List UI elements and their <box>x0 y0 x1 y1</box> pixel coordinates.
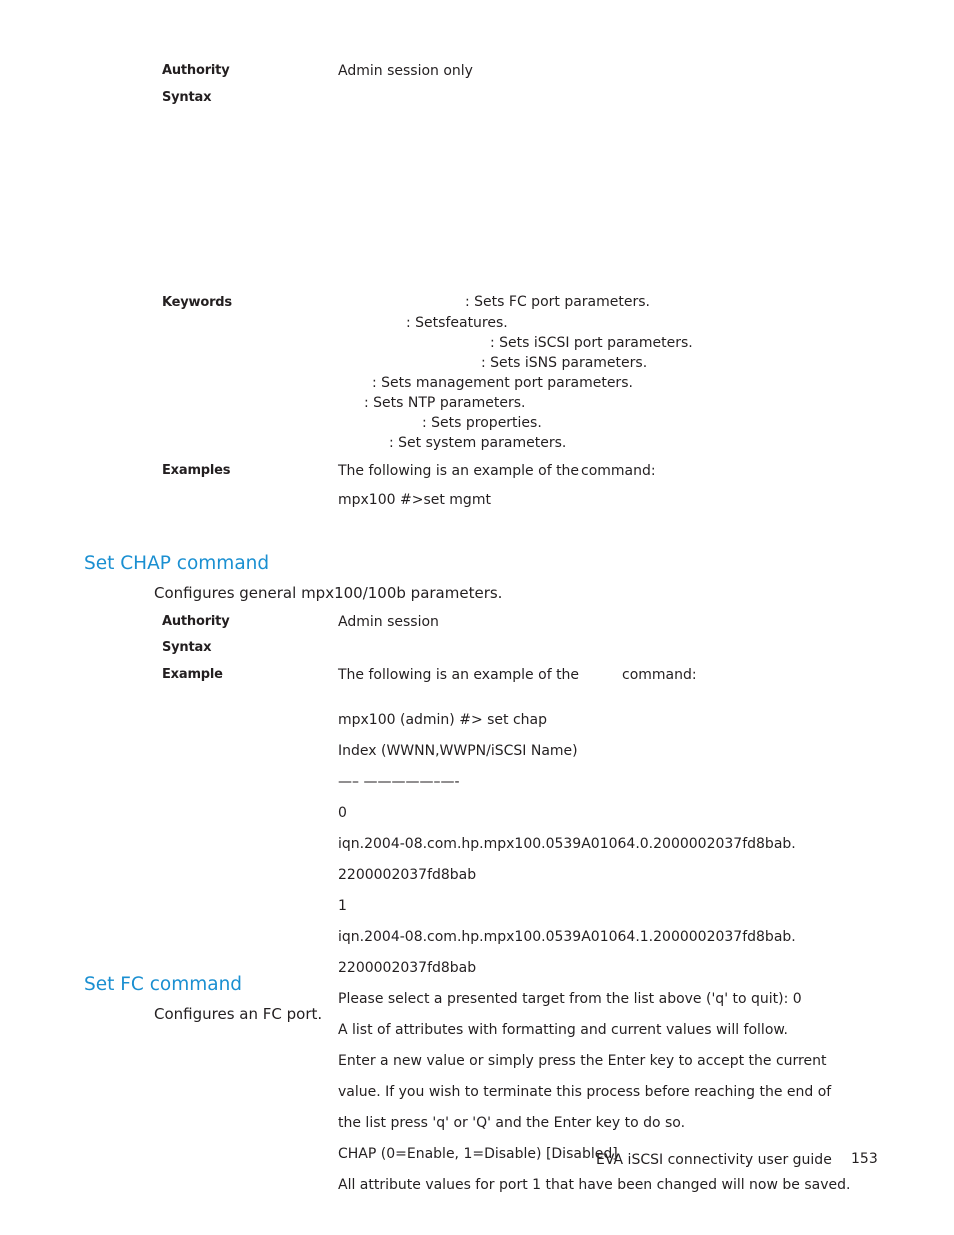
examples-text-b: command: <box>581 463 656 479</box>
chap-code-block <box>338 697 850 1209</box>
syntax-label: Syntax <box>162 90 212 105</box>
code-line: CHAP (0=Enable, 1=Disable) [Disabled] <box>338 1145 618 1162</box>
keyword-features: : Setsfeatures. <box>406 315 508 331</box>
code-line: —– —————–—- <box>338 773 460 790</box>
chap-authority-value: Admin session <box>338 614 439 630</box>
page-number: 153 <box>851 1151 878 1167</box>
code-line: the list press 'q' or 'Q' and the Enter key to do so. <box>338 1114 686 1131</box>
set-fc-intro: Configures an FC port. <box>154 1005 323 1023</box>
code-line: All attribute values for port 1 that have been changed will now be saved. <box>338 1176 851 1193</box>
code-line: mpx100 (admin) #> set chap <box>338 711 548 728</box>
code-line: iqn.2004-08.com.hp.mpx100.0539A01064.1.2000002037fd8bab. <box>338 928 796 945</box>
example-code: mpx100 #>set mgmt <box>338 492 491 508</box>
set-fc-heading: Set FC command <box>84 974 243 995</box>
footer-guide-title: EVA iSCSI connectivity user guide <box>596 1152 832 1168</box>
chap-syntax-label: Syntax <box>162 640 212 655</box>
code-line: iqn.2004-08.com.hp.mpx100.0539A01064.0.2000002037fd8bab. <box>338 835 796 852</box>
set-chap-heading: Set CHAP command <box>84 553 270 574</box>
chap-example-label: Example <box>162 667 223 682</box>
keyword-system: : Set system parameters. <box>389 435 567 451</box>
keyword-mgmt: : Sets management port parameters. <box>372 375 633 391</box>
examples-label: Examples <box>162 463 231 478</box>
keyword-ntp: : Sets NTP parameters. <box>364 395 526 411</box>
keyword-properties: : Sets properties. <box>422 415 542 431</box>
code-line: 0 <box>338 804 347 821</box>
code-line: Enter a new value or simply press the Enter key to accept the current <box>338 1052 827 1069</box>
code-line: 2200002037fd8bab <box>338 866 477 883</box>
code-line: value. If you wish to terminate this process before reaching the end of <box>338 1083 832 1100</box>
chap-example-text-b: command: <box>622 667 697 683</box>
chap-authority-label: Authority <box>162 614 230 629</box>
code-line: 1 <box>338 897 347 914</box>
set-chap-intro: Configures general mpx100/100b parameters. <box>154 584 503 602</box>
code-line: Index (WWNN,WWPN/iSCSI Name) <box>338 742 578 759</box>
authority-label: Authority <box>162 63 230 78</box>
keyword-fc: : Sets FC port parameters. <box>465 294 650 310</box>
keywords-label: Keywords <box>162 295 232 310</box>
keyword-iscsi: : Sets iSCSI port parameters. <box>490 335 693 351</box>
chap-example-text-a: The following is an example of the <box>338 667 580 683</box>
code-line: A list of attributes with formatting and current values will follow. <box>338 1021 788 1038</box>
authority-value: Admin session only <box>338 63 473 79</box>
code-line: Please select a presented target from the list above ('q' to quit): 0 <box>338 990 802 1007</box>
code-line: 2200002037fd8bab <box>338 959 477 976</box>
keyword-isns: : Sets iSNS parameters. <box>481 355 648 371</box>
examples-text-a: The following is an example of the <box>338 463 580 479</box>
